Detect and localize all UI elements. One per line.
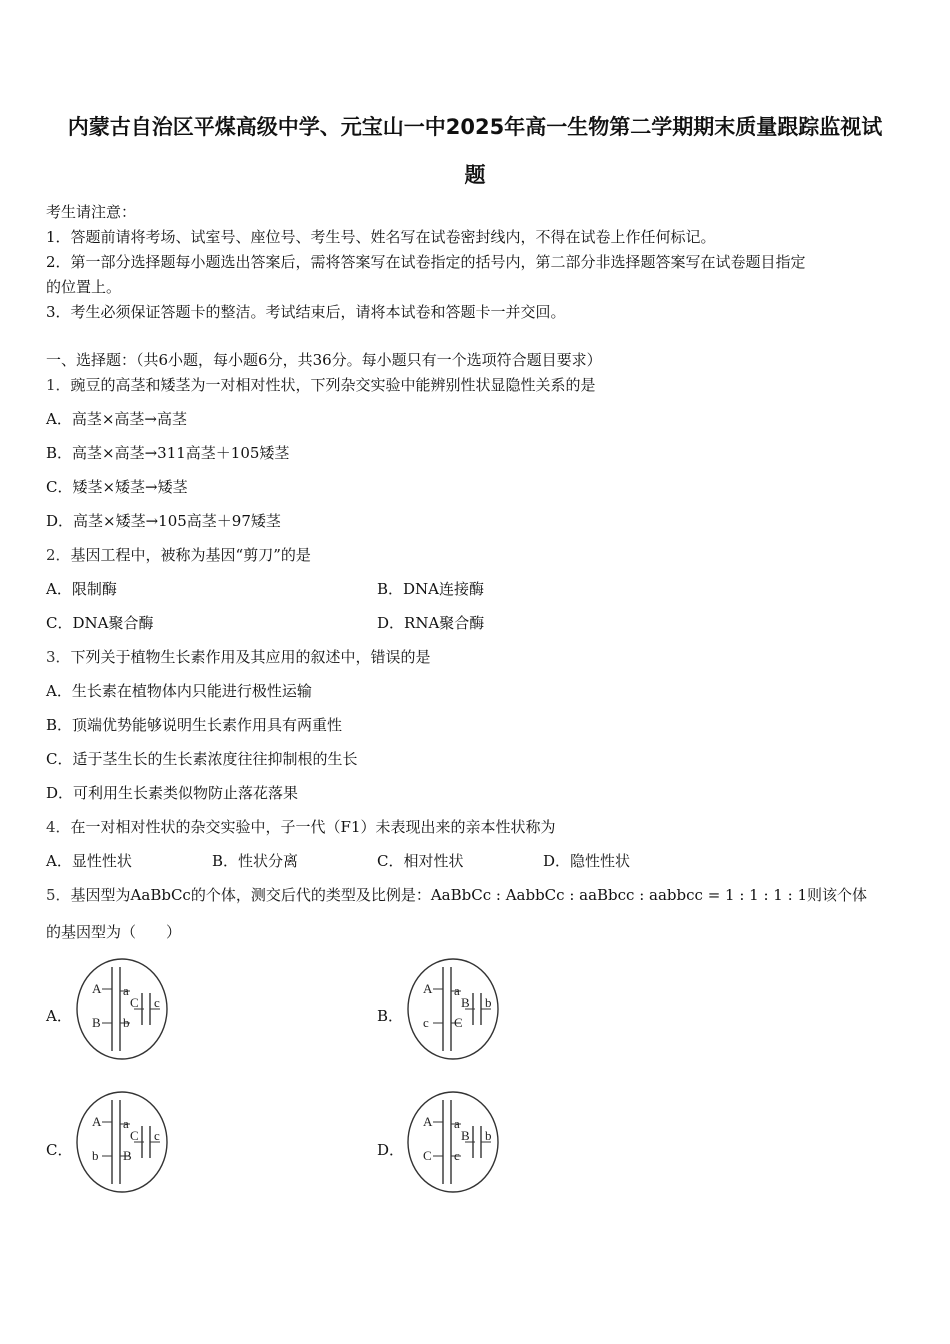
allele-label: a (123, 983, 129, 998)
q2-option-a: A．限制酶 (46, 580, 117, 598)
allele-label: C (130, 1128, 139, 1143)
q5-option-d-label: D． (377, 1141, 405, 1159)
cell-diagram-a (74, 955, 174, 1065)
allele-label: A (92, 1114, 102, 1129)
question-5 (46, 885, 867, 905)
q5-option-c-label: C． (46, 1141, 73, 1159)
allele-label: A (423, 981, 433, 996)
q4-option-b: B．性状分离 (212, 852, 299, 870)
notice-item-3: 3．考生必须保证答题卡的整洁。考试结束后，请将本试卷和答题卡一并交回。 (46, 303, 566, 321)
q5-option-b-label: B． (377, 1007, 404, 1025)
question-stem: 在一对相对性状的杂交实验中，子一代（F1）未表现出来的亲本性状称为 (70, 818, 556, 836)
q4-option-c: C．相对性状 (377, 852, 464, 870)
allele-label: c (154, 995, 160, 1010)
cell-diagram-b (405, 955, 505, 1065)
question-2 (46, 545, 311, 565)
q4-option-d: D．隐性性状 (543, 852, 631, 870)
question-stem: 豌豆的高茎和矮茎为一对相对性状，下列杂交实验中能辨别性状显隐性关系的是 (70, 376, 596, 394)
page-title-line2: 题 (464, 163, 486, 187)
q3-option-a: A．生长素在植物体内只能进行极性运输 (46, 682, 312, 700)
q5-option-a-label: A． (46, 1007, 72, 1025)
cell-diagram-c (74, 1088, 174, 1198)
q2-option-c: C．DNA聚合酶 (46, 614, 154, 632)
allele-label: C (423, 1148, 432, 1163)
allele-label: A (92, 981, 102, 996)
page-title-line1: 内蒙古自治区平煤高级中学、元宝山一中2025年高一生物第二学期期末质量跟踪监视试 (67, 115, 883, 139)
notice-item-2-cont: 的位置上。 (46, 278, 122, 296)
allele-label: a (123, 1116, 129, 1131)
question-1 (46, 375, 596, 395)
q1-option-b: B．高茎×高茎→311高茎＋105矮茎 (46, 444, 290, 462)
q1-option-c: C．矮茎×矮茎→矮茎 (46, 478, 188, 496)
allele-label: c (454, 1148, 460, 1163)
allele-label: b (92, 1148, 99, 1163)
allele-label: C (454, 1015, 463, 1030)
q3-option-c: C．适于茎生长的生长素浓度往往抑制根的生长 (46, 750, 358, 768)
section-heading: 一、选择题：（共6小题，每小题6分，共36分。每小题只有一个选项符合题目要求） (46, 351, 602, 369)
question-stem: 下列关于植物生长素作用及其应用的叙述中，错误的是 (70, 648, 431, 666)
question-number: 2． (46, 546, 71, 564)
question-number: 5． (46, 886, 71, 904)
question-number: 4． (46, 818, 71, 836)
notice-header: 考生请注意： (46, 203, 137, 221)
notice-item-2: 2．第一部分选择题每小题选出答案后，需将答案写在试卷指定的括号内，第二部分非选择题答案写在试卷题目指定 (46, 253, 806, 271)
question-4 (46, 817, 556, 837)
allele-label: b (485, 1128, 492, 1143)
q2-option-d: D．RNA聚合酶 (377, 614, 485, 632)
allele-label: a (454, 1116, 460, 1131)
allele-label: c (154, 1128, 160, 1143)
allele-label: b (485, 995, 492, 1010)
q3-option-d: D．可利用生长素类似物防止落花落果 (46, 784, 299, 802)
allele-label: a (454, 983, 460, 998)
question-5-cont: 的基因型为（ ） (46, 923, 182, 941)
allele-label: A (423, 1114, 433, 1129)
allele-label: c (423, 1015, 429, 1030)
question-stem: 基因型为AaBbCc的个体，测交后代的类型及比例是：AaBbCc : AabbCc : aaBbcc : aabbcc = 1 : 1 : 1 : 1则该个体 (70, 886, 867, 904)
q3-option-b: B．顶端优势能够说明生长素作用具有两重性 (46, 716, 343, 734)
cell-diagram-d (405, 1088, 505, 1198)
question-3 (46, 647, 431, 667)
question-number: 1． (46, 376, 71, 394)
allele-label: B (461, 1128, 470, 1143)
q1-option-d: D．高茎×矮茎→105高茎＋97矮茎 (46, 512, 281, 530)
q2-option-b: B．DNA连接酶 (377, 580, 485, 598)
notice-item-1: 1．答题前请将考场、试室号、座位号、考生号、姓名写在试卷密封线内，不得在试卷上作任何标记。 (46, 228, 716, 246)
question-number: 3． (46, 648, 71, 666)
question-stem: 基因工程中，被称为基因“剪刀”的是 (70, 546, 311, 564)
allele-label: b (123, 1015, 130, 1030)
q4-option-a: A．显性性状 (46, 852, 132, 870)
allele-label: B (123, 1148, 132, 1163)
q1-option-a: A．高茎×高茎→高茎 (46, 410, 187, 428)
allele-label: B (92, 1015, 101, 1030)
allele-label: B (461, 995, 470, 1010)
allele-label: C (130, 995, 139, 1010)
